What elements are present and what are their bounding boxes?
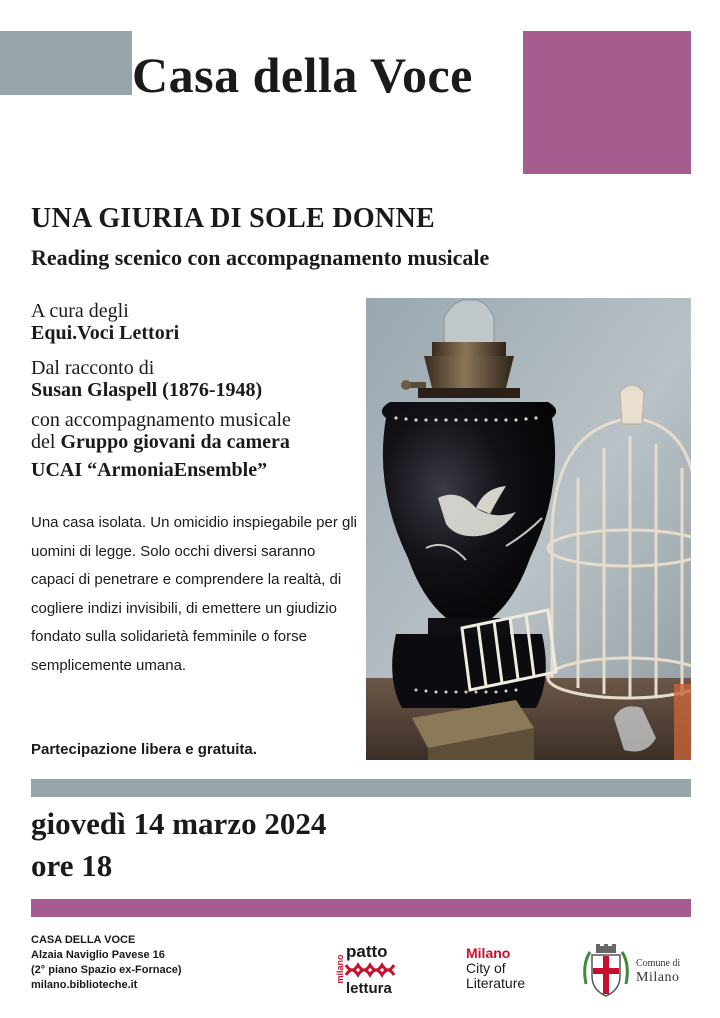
event-date: giovedì 14 marzo 2024 [31,806,327,841]
event-subtitle: Reading scenico con accompagnamento musicale [31,245,490,270]
venue-name: CASA DELLA VOCE [31,934,136,946]
city-logo-line3: Literature [466,975,526,991]
comune-crest-icon [580,944,632,1000]
website-link[interactable]: milano.biblioteche.it [31,979,138,991]
music-line-2 [31,431,290,453]
comune-line1: Comune di [636,958,681,969]
music-line-3 [31,459,267,481]
source-prefix: Dal racconto di [31,357,155,379]
source-author [31,379,262,401]
event-time: ore 18 [31,848,113,883]
divider-grey-bar [31,779,691,797]
music-line-1: con accompagnamento musicale [31,409,291,431]
milano-city-of-literature-logo [466,946,525,991]
event-photo [366,298,691,760]
source-author-name: Susan Glaspell (1876-1948) [31,379,263,401]
patto-side-text: milano [335,954,345,984]
music-prefix: del [31,431,61,453]
page-title: Casa della Voce [132,47,473,103]
venue-address-detail: (2° piano Spazio ex-Fornace) [31,964,182,976]
venue-address: Alzaia Naviglio Pavese 16 [31,949,165,961]
curated-by-name: Equi.Voci Lettori [31,322,180,344]
city-logo-line2: City of [466,960,506,976]
patto-wave-icon [345,962,397,978]
event-title: UNA GIURIA DI SOLE DONNE [31,203,435,234]
music-group-part2: UCAI “ArmoniaEnsemble” [31,459,268,481]
patto-bottom-text: lettura [346,980,392,997]
city-logo-line1: Milano [466,945,511,961]
comune-di-milano-logo [580,942,692,1000]
music-group-part1: Gruppo giovani da camera [60,431,290,453]
patto-top-text: patto [346,942,388,961]
divider-purple-bar [31,899,691,917]
header-grey-block [0,31,132,95]
free-entry-note: Partecipazione libera e gratuita. [31,741,257,758]
lamp-birdcage-illustration [366,298,691,760]
curated-prefix: A cura degli [31,300,129,322]
patto-lettura-logo [332,942,402,1000]
comune-line2: Milano [636,970,680,985]
header-purple-block [523,31,691,174]
synopsis-text: Una casa isolata. Un omicidio inspiegabile per gli uomini di legge. Solo occhi diversi saranno capaci di penetrare e comprendere la realtà, di cogliere indizi invisibili, di emettere un giudizio fondato sulla solidarietà femminile o forse semplicemente umana. [31,514,358,674]
curated-by [31,322,179,344]
